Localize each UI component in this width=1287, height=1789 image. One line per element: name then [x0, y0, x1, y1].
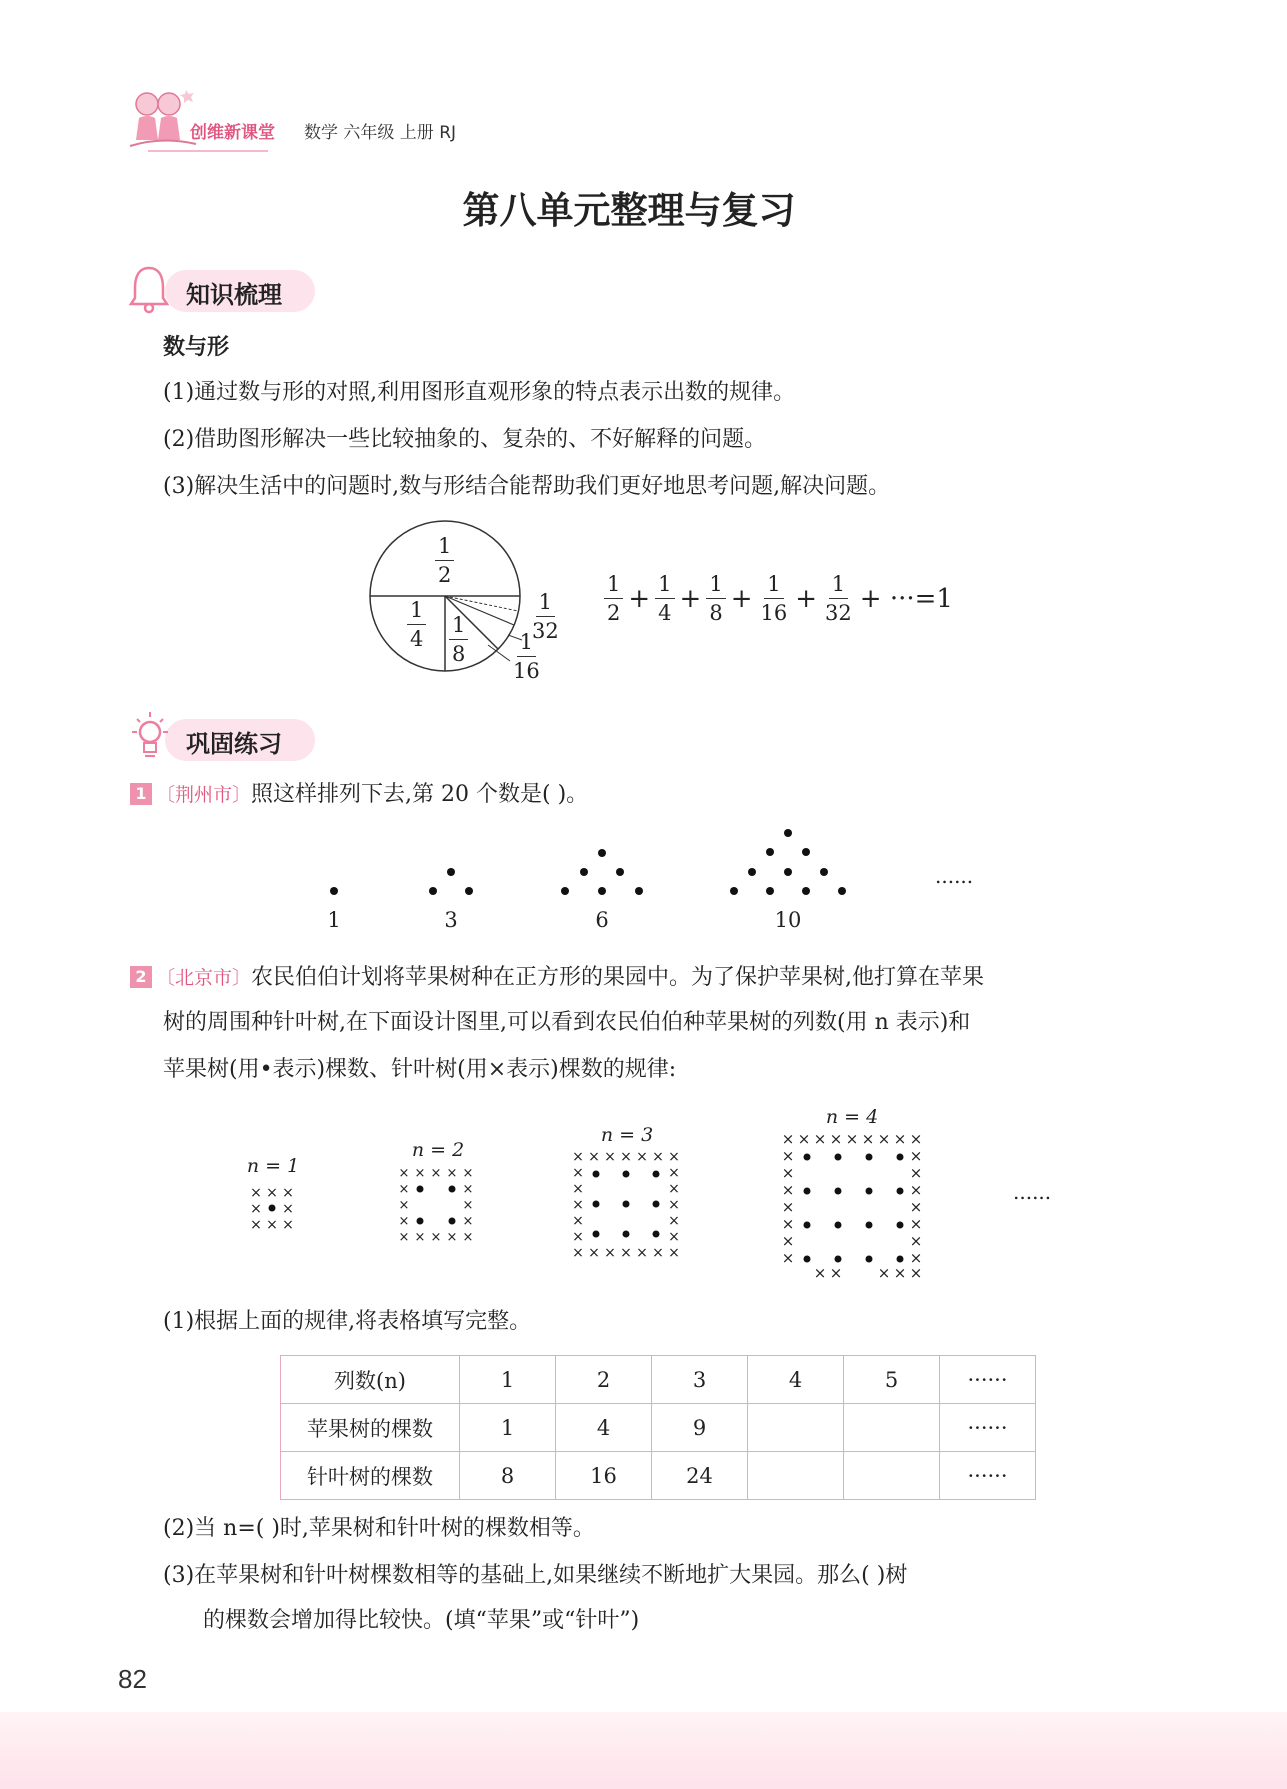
- question-2-source: 〔北京市〕: [156, 967, 252, 989]
- grids-ellipsis: ......: [1013, 1180, 1052, 1204]
- table-row-header: 列数(n): [281, 1356, 460, 1404]
- page-number: 82: [118, 1664, 147, 1694]
- bell-icon: [128, 264, 170, 314]
- svg-text:×: ×: [845, 1130, 859, 1148]
- svg-text:×: ×: [398, 1214, 410, 1229]
- svg-text:×: ×: [781, 1249, 795, 1267]
- svg-text:×: ×: [398, 1166, 410, 1181]
- table-cell: 3: [652, 1356, 748, 1404]
- svg-text:×: ×: [909, 1164, 923, 1182]
- circle-fraction-half: $\frac{1}{2}$: [435, 534, 454, 587]
- question-2-line-3: 苹果树(用•表示)棵数、针叶树(用×表示)棵数的规律:: [163, 1057, 677, 1082]
- svg-text:×: ×: [430, 1166, 442, 1181]
- svg-text:×: ×: [781, 1232, 795, 1250]
- svg-text:×: ×: [250, 1217, 262, 1231]
- orchard-grid-n2: [398, 1165, 478, 1245]
- svg-text:×: ×: [572, 1213, 584, 1229]
- sub-question-3-line-1: (3)在苹果树和针叶树棵数相等的基础上,如果继续不断地扩大果园。那么( )树: [163, 1563, 908, 1588]
- table-row: [281, 1452, 1036, 1500]
- n-label-3: n = 3: [600, 1124, 654, 1146]
- svg-text:×: ×: [781, 1164, 795, 1182]
- orchard-grid-n3: [572, 1148, 684, 1260]
- table-cell: 9: [652, 1404, 748, 1452]
- dots-ellipsis: ......: [935, 864, 974, 888]
- series-equation: $\frac{1}{2}$ + $\frac{1}{4}$ + $\frac{1}{8}$ + $\frac{1}{16}$ + $\frac{1}{32}$ + ···=1: [602, 572, 956, 625]
- svg-text:×: ×: [781, 1130, 795, 1148]
- svg-text:×: ×: [781, 1147, 795, 1165]
- question-1: [130, 780, 588, 810]
- knowledge-line-3: (3)解决生活中的问题时,数与形结合能帮助我们更好地思考问题,解决问题。: [163, 474, 891, 499]
- circle-fraction-eighth: $\frac{1}{8}$: [449, 613, 468, 666]
- table-cell: 4: [748, 1356, 844, 1404]
- svg-text:×: ×: [668, 1165, 680, 1181]
- svg-text:×: ×: [829, 1264, 843, 1280]
- svg-text:×: ×: [909, 1215, 923, 1233]
- svg-text:×: ×: [909, 1232, 923, 1250]
- svg-text:×: ×: [668, 1245, 680, 1260]
- knowledge-line-1: (1)通过数与形的对照,利用图形直观形象的特点表示出数的规律。: [163, 380, 796, 405]
- svg-text:×: ×: [266, 1217, 278, 1231]
- question-1-text: 照这样排列下去,第 20 个数是( )。: [251, 782, 589, 807]
- svg-text:×: ×: [893, 1264, 907, 1280]
- table-cell: 1: [460, 1356, 556, 1404]
- svg-text:×: ×: [813, 1264, 827, 1280]
- svg-text:×: ×: [446, 1166, 458, 1181]
- svg-text:×: ×: [909, 1181, 923, 1199]
- svg-text:×: ×: [652, 1149, 664, 1165]
- n-label-4: n = 4: [825, 1106, 879, 1128]
- svg-text:×: ×: [781, 1181, 795, 1199]
- svg-text:×: ×: [430, 1230, 442, 1245]
- lightbulb-icon: [128, 710, 172, 764]
- svg-text:×: ×: [250, 1201, 262, 1217]
- question-number-2: 2: [130, 966, 152, 988]
- svg-text:×: ×: [781, 1198, 795, 1216]
- question-1-source: 〔荆州市〕: [156, 784, 252, 806]
- triangular-dots-figure: [300, 820, 900, 920]
- svg-text:×: ×: [909, 1249, 923, 1267]
- svg-text:×: ×: [462, 1166, 474, 1181]
- table-cell: 2: [556, 1356, 652, 1404]
- svg-text:×: ×: [572, 1229, 584, 1245]
- svg-text:×: ×: [861, 1130, 875, 1148]
- table-cell: ······: [940, 1404, 1036, 1452]
- svg-text:×: ×: [446, 1230, 458, 1245]
- svg-text:×: ×: [250, 1185, 262, 1201]
- svg-text:×: ×: [282, 1185, 294, 1201]
- book-meta: 数学 六年级 上册 RJ: [304, 123, 457, 143]
- eq-term-3: $\frac{1}{8}$: [706, 572, 725, 625]
- svg-text:×: ×: [414, 1230, 426, 1245]
- brand-name: 创维新课堂: [190, 123, 275, 143]
- svg-text:×: ×: [909, 1147, 923, 1165]
- svg-text:×: ×: [588, 1149, 600, 1165]
- svg-text:×: ×: [877, 1130, 891, 1148]
- eq-tail: + ···=1: [859, 583, 953, 614]
- dots-label-3: 6: [595, 908, 609, 932]
- svg-text:×: ×: [462, 1198, 474, 1213]
- svg-text:×: ×: [462, 1214, 474, 1229]
- table-row: [281, 1404, 1036, 1452]
- table-cell: ······: [940, 1356, 1036, 1404]
- table-row-header: 苹果树的棵数: [281, 1404, 460, 1452]
- sub-question-3-line-2: 的棵数会增加得比较快。(填“苹果”或“针叶”): [203, 1608, 640, 1633]
- svg-text:×: ×: [909, 1130, 923, 1148]
- dots-label-2: 3: [444, 908, 458, 932]
- page-title: 第八单元整理与复习: [462, 189, 796, 232]
- svg-text:×: ×: [909, 1198, 923, 1216]
- table-row-header: 针叶树的棵数: [281, 1452, 460, 1500]
- svg-text:×: ×: [909, 1264, 923, 1280]
- n-label-1: n = 1: [246, 1155, 300, 1177]
- svg-text:×: ×: [813, 1130, 827, 1148]
- table-row: [281, 1356, 1036, 1404]
- svg-text:×: ×: [620, 1149, 632, 1165]
- eq-term-2: $\frac{1}{4}$: [655, 572, 674, 625]
- orchard-grid-n4: [781, 1130, 927, 1280]
- svg-text:×: ×: [668, 1229, 680, 1245]
- dots-label-1: 1: [327, 908, 341, 932]
- svg-text:×: ×: [282, 1217, 294, 1231]
- table-cell-blank[interactable]: [748, 1404, 844, 1452]
- circle-fraction-quarter: $\frac{1}{4}$: [407, 598, 426, 651]
- table-cell: ······: [940, 1452, 1036, 1500]
- table-cell: 4: [556, 1404, 652, 1452]
- question-2-line-2: 树的周围种针叶树,在下面设计图里,可以看到农民伯伯种苹果树的列数(用 n 表示)和: [163, 1010, 971, 1035]
- svg-text:×: ×: [266, 1185, 278, 1201]
- svg-text:×: ×: [652, 1245, 664, 1260]
- dots-label-4: 10: [774, 908, 802, 932]
- svg-text:×: ×: [668, 1181, 680, 1197]
- svg-text:×: ×: [877, 1264, 891, 1280]
- table-cell: 24: [652, 1452, 748, 1500]
- svg-text:×: ×: [781, 1215, 795, 1233]
- svg-text:×: ×: [636, 1245, 648, 1260]
- eq-term-1: $\frac{1}{2}$: [604, 572, 623, 625]
- table-cell-blank[interactable]: [844, 1452, 940, 1500]
- svg-text:×: ×: [668, 1197, 680, 1213]
- section-heading-knowledge: 知识梳理: [186, 281, 282, 309]
- footer-band: [0, 1712, 1287, 1789]
- table-cell: 1: [460, 1404, 556, 1452]
- n-label-2: n = 2: [411, 1139, 465, 1161]
- table-cell: 16: [556, 1452, 652, 1500]
- eq-term-5: $\frac{1}{32}$: [825, 572, 852, 625]
- svg-text:×: ×: [668, 1149, 680, 1165]
- svg-text:×: ×: [829, 1130, 843, 1148]
- svg-text:×: ×: [668, 1213, 680, 1229]
- table-cell-blank[interactable]: [748, 1452, 844, 1500]
- section-heading-practice: 巩固练习: [186, 730, 282, 758]
- svg-text:×: ×: [572, 1149, 584, 1165]
- table-cell: 8: [460, 1452, 556, 1500]
- svg-text:×: ×: [893, 1130, 907, 1148]
- table-cell: 5: [844, 1356, 940, 1404]
- svg-text:×: ×: [414, 1166, 426, 1181]
- question-number-1: 1: [130, 783, 152, 805]
- svg-text:×: ×: [604, 1149, 616, 1165]
- question-2-line-1: 2 〔北京市〕农民伯伯计划将苹果树种在正方形的果园中。为了保护苹果树,他打算在苹果: [130, 963, 984, 993]
- svg-text:×: ×: [398, 1182, 410, 1197]
- svg-text:×: ×: [588, 1245, 600, 1260]
- orchard-table: [280, 1355, 1036, 1500]
- circle-fraction-sixteenth: $\frac{1}{16}$: [513, 630, 540, 683]
- sub-question-2: (2)当 n=( )时,苹果树和针叶树的棵数相等。: [163, 1516, 595, 1541]
- subheading-number-shape: 数与形: [163, 335, 230, 360]
- svg-text:×: ×: [462, 1230, 474, 1245]
- svg-text:×: ×: [572, 1245, 584, 1260]
- svg-text:×: ×: [572, 1165, 584, 1181]
- sub-question-1: (1)根据上面的规律,将表格填写完整。: [163, 1309, 532, 1334]
- svg-text:×: ×: [462, 1182, 474, 1197]
- table-cell-blank[interactable]: [844, 1404, 940, 1452]
- orchard-grid-n1: [250, 1183, 298, 1231]
- svg-text:×: ×: [282, 1201, 294, 1217]
- header-divider: [148, 150, 268, 152]
- svg-text:×: ×: [398, 1198, 410, 1213]
- svg-text:×: ×: [572, 1197, 584, 1213]
- svg-text:×: ×: [398, 1230, 410, 1245]
- circle-fraction-thirtysecond: $\frac{1}{32}$: [532, 590, 559, 643]
- svg-text:×: ×: [636, 1149, 648, 1165]
- eq-term-4: $\frac{1}{16}$: [760, 572, 788, 625]
- svg-text:×: ×: [604, 1245, 616, 1260]
- knowledge-line-2: (2)借助图形解决一些比较抽象的、复杂的、不好解释的问题。: [163, 427, 767, 452]
- svg-text:×: ×: [620, 1245, 632, 1260]
- svg-text:×: ×: [572, 1181, 584, 1197]
- svg-text:×: ×: [797, 1130, 811, 1148]
